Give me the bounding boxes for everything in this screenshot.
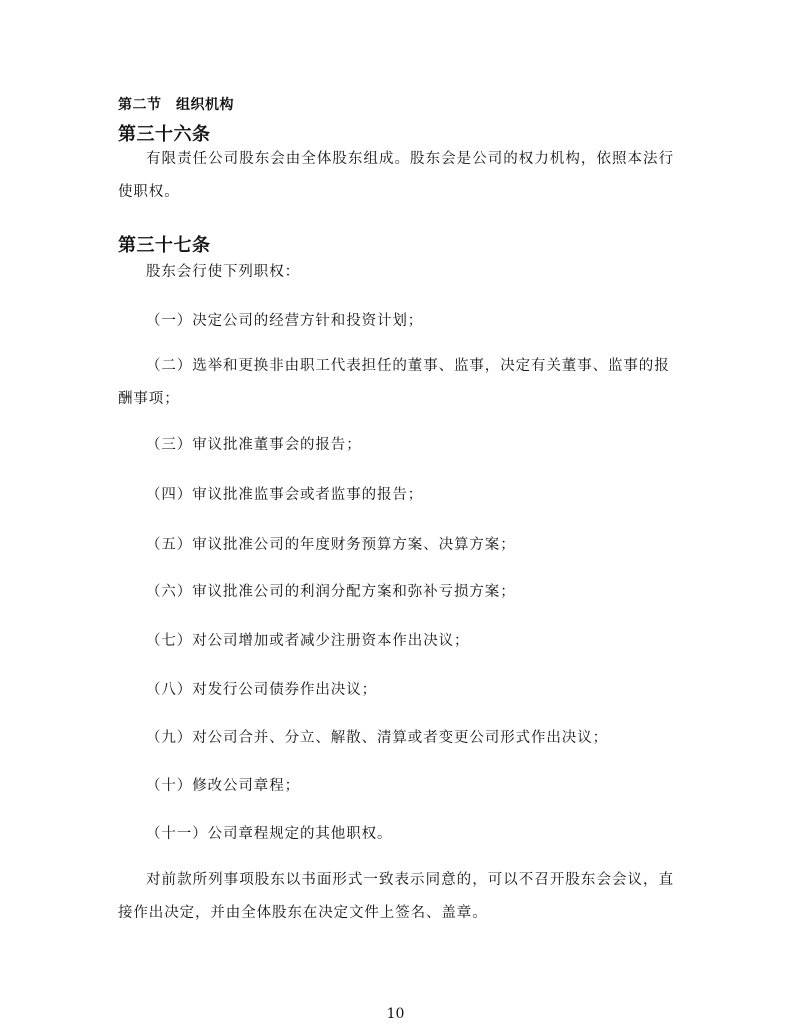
list-item: （十一）公司章程规定的其他职权。 (146, 826, 393, 842)
list-item: （十）修改公司章程； (146, 778, 300, 794)
list-item: （四）审议批准监事会或者监事的报告； (146, 487, 424, 503)
list-item: （一）决定公司的经营方针和投资计划； (146, 313, 424, 329)
article-37-heading: 第三十七条 (118, 235, 211, 256)
section-title: 第二节 组织机构 (118, 97, 234, 113)
list-item: （二）选举和更换非由职工代表担任的董事、监事，决定有关董事、监事的报酬事项； (118, 358, 670, 407)
list-item: （七）对公司增加或者减少注册资本作出决议； (146, 633, 470, 649)
list-item: （三）审议批准董事会的报告； (146, 437, 362, 453)
list-item: （六）审议批准公司的利润分配方案和弥补亏损方案； (146, 584, 516, 600)
page-number: 10 (386, 1006, 405, 1022)
article-37-intro: 股东会行使下列职权： (146, 264, 300, 280)
list-item: （五）审议批准公司的年度财务预算方案、决算方案； (146, 537, 516, 553)
article-37-closing: 对前款所列事项股东以书面形式一致表示同意的，可以不召开股东会会议，直接作出决定，并由全体股东在决定文件上签名、盖章。 (118, 872, 674, 921)
article-36-heading: 第三十六条 (118, 124, 211, 145)
article-36-text: 有限责任公司股东会由全体股东组成。股东会是公司的权力机构，依照本法行使职权。 (118, 151, 674, 200)
list-item: （八）对发行公司债券作出决议； (146, 682, 377, 698)
list-item: （九）对公司合并、分立、解散、清算或者变更公司形式作出决议； (146, 730, 608, 746)
